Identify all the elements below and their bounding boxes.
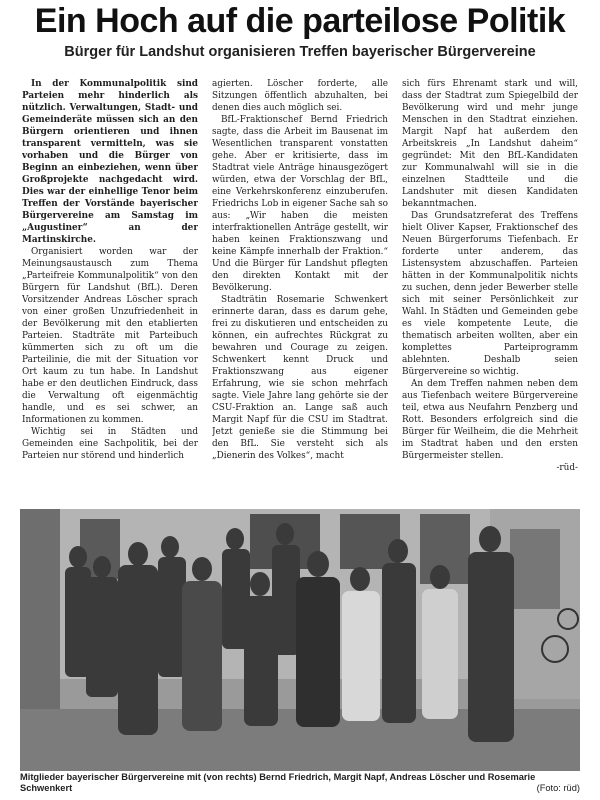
paragraph: sich fürs Ehrenamt stark und will, dass der Stadtrat zum Spiegelbild der Bevölkerung wird und mehr junge Menschen in den Stadtrat einziehen. Margit Napf hat außerdem den Arbeitskreis „In Landshut daheim“ gegründet: Mit den BfL-Kandidaten zur Kommunalwahl will sie in die einzelnen Stadtteile und die Landshuter mit diesen Kandidaten bekanntmachen.	[402, 79, 578, 209]
caption-text: Mitglieder bayerischer Bürgervereine mit (von rechts) Bernd Friedrich, Margit Napf, Andreas Löscher und Rosemarie Schwenkert	[20, 772, 536, 793]
group-photo	[20, 509, 580, 771]
article-body	[22, 78, 578, 504]
column-3	[402, 78, 578, 504]
photo-caption	[20, 772, 580, 794]
column-2	[212, 78, 388, 504]
paragraph: agierten. Löscher forderte, alle Sitzungen öffentlich abzuhalten, bei denen dies auch möglich sei.	[212, 79, 388, 113]
photo-credit: (Foto: rüd)	[536, 783, 580, 793]
paragraph: Das Grundsatzreferat des Treffens hielt Oliver Kapser, Fraktionschef des Neuen Bürgerforums Tiefenbach. Er forderte unter anderem, das Listensystem abzuschaffen. Parteien hätten in der Kommunalpolitik nichts zu suchen, denn jeder Bewerber stelle sich mit seiner Persönlichkeit zur Wahl. In Städten und Gemeinden gebe es viele kompetente Leute, die thematisch arbeiten wollten, aber ein komplettes Parteiprogramm ablehnten. Deshalb seien Bürgervereine so wichtig.	[402, 211, 578, 377]
paragraph: Wichtig sei in Städten und Gemeinden eine Sachpolitik, bei der Parteien nur störend und hinderlich	[22, 427, 198, 461]
column-1	[22, 78, 198, 504]
byline: -rüd-	[556, 463, 578, 473]
lead-paragraph: In der Kommunalpolitik sind Parteien mehr hinderlich als nützlich. Verwaltungen, Stadt- und Gemeinderäte müssen sich an den Bürgern orientieren und ihnen transparent vermitteln, was sie vorhaben und die Bürger von Beginn an einbeziehen, wenn über Großprojekte nachgedacht wird. Dies war der einhellige Tenor beim Treffen der Vorstände bayerischer Bürgervereine am Samstag im „Augustiner“ an der Martinskirche.	[22, 79, 198, 245]
paragraph: Stadträtin Rosemarie Schwenkert erinnerte daran, dass es darum gehe, frei zu diskutieren und entscheiden zu können, ein aufrechtes Rückgrat zu bewahren und Courage zu zeigen. Schwenkert kennt Druck und Fraktionszwang aus eigener Erfahrung, wie sie schon mehrfach sagte. Viele Jahre lang gehörte sie der CSU-Fraktion an. Lange saß auch Margit Napf für die CSU im Stadtrat. Jetzt genieße sie die Stimmung bei den BfL. Sie versteht sich als „Dienerin des Volkes“, macht	[212, 295, 388, 461]
group-photo-illustration	[20, 509, 580, 771]
headline: Ein Hoch auf die parteilose Politik	[34, 2, 566, 40]
subheadline: Bürger für Landshut organisieren Treffen bayerischer Bürgervereine	[64, 44, 536, 60]
paragraph: Organisiert worden war der Meinungsaustausch zum Thema „Parteifreie Kommunalpolitik“ von den Bürgern für Landshut (BfL). Deren Vorsitzender Andreas Löscher sprach von einer großen Unzufriedenheit in der Bevölkerung mit den etablierten Parteien. Stadträte mit Parteibuch kümmerten sich zu oft um die Parteilinie, die mit der Situation vor Ort kaum zu tun habe. In Landshut habe er den deutlichen Eindruck, dass die Verwaltung oft eigenmächtig handle, und es sei schwer, an Informationen zu kommen.	[22, 247, 198, 425]
paragraph: An dem Treffen nahmen neben dem aus Tiefenbach weitere Bürgervereine teil, etwa aus Neufahrn Penzberg und Rott. Besonders erfolgreich sind die Bürger für Weilheim, die die Mehrheit im Stadtrat haben und den ersten Bürgermeister stellen.	[402, 379, 578, 461]
paragraph: BfL-Fraktionschef Bernd Friedrich sagte, dass die Arbeit im Bausenat im Wesentlichen transparent vonstatten gehe. Aber er kritisierte, dass im Stadtrat viele Anträge hinausgezögert würden, etwa der Vorschlag der BfL, eine Verkehrskonferenz einzuberufen. Friedrichs Lob in eigener Sache sah so aus: „Wir haben die meisten interfraktionellen Anträge gestellt, wir haben keinen Fraktionszwang und keine Kämpfe innerhalb der Fraktion.“ Und die Bürger für Landshut pflegten den direkten Kontakt mit der Bevölkerung.	[212, 115, 388, 293]
